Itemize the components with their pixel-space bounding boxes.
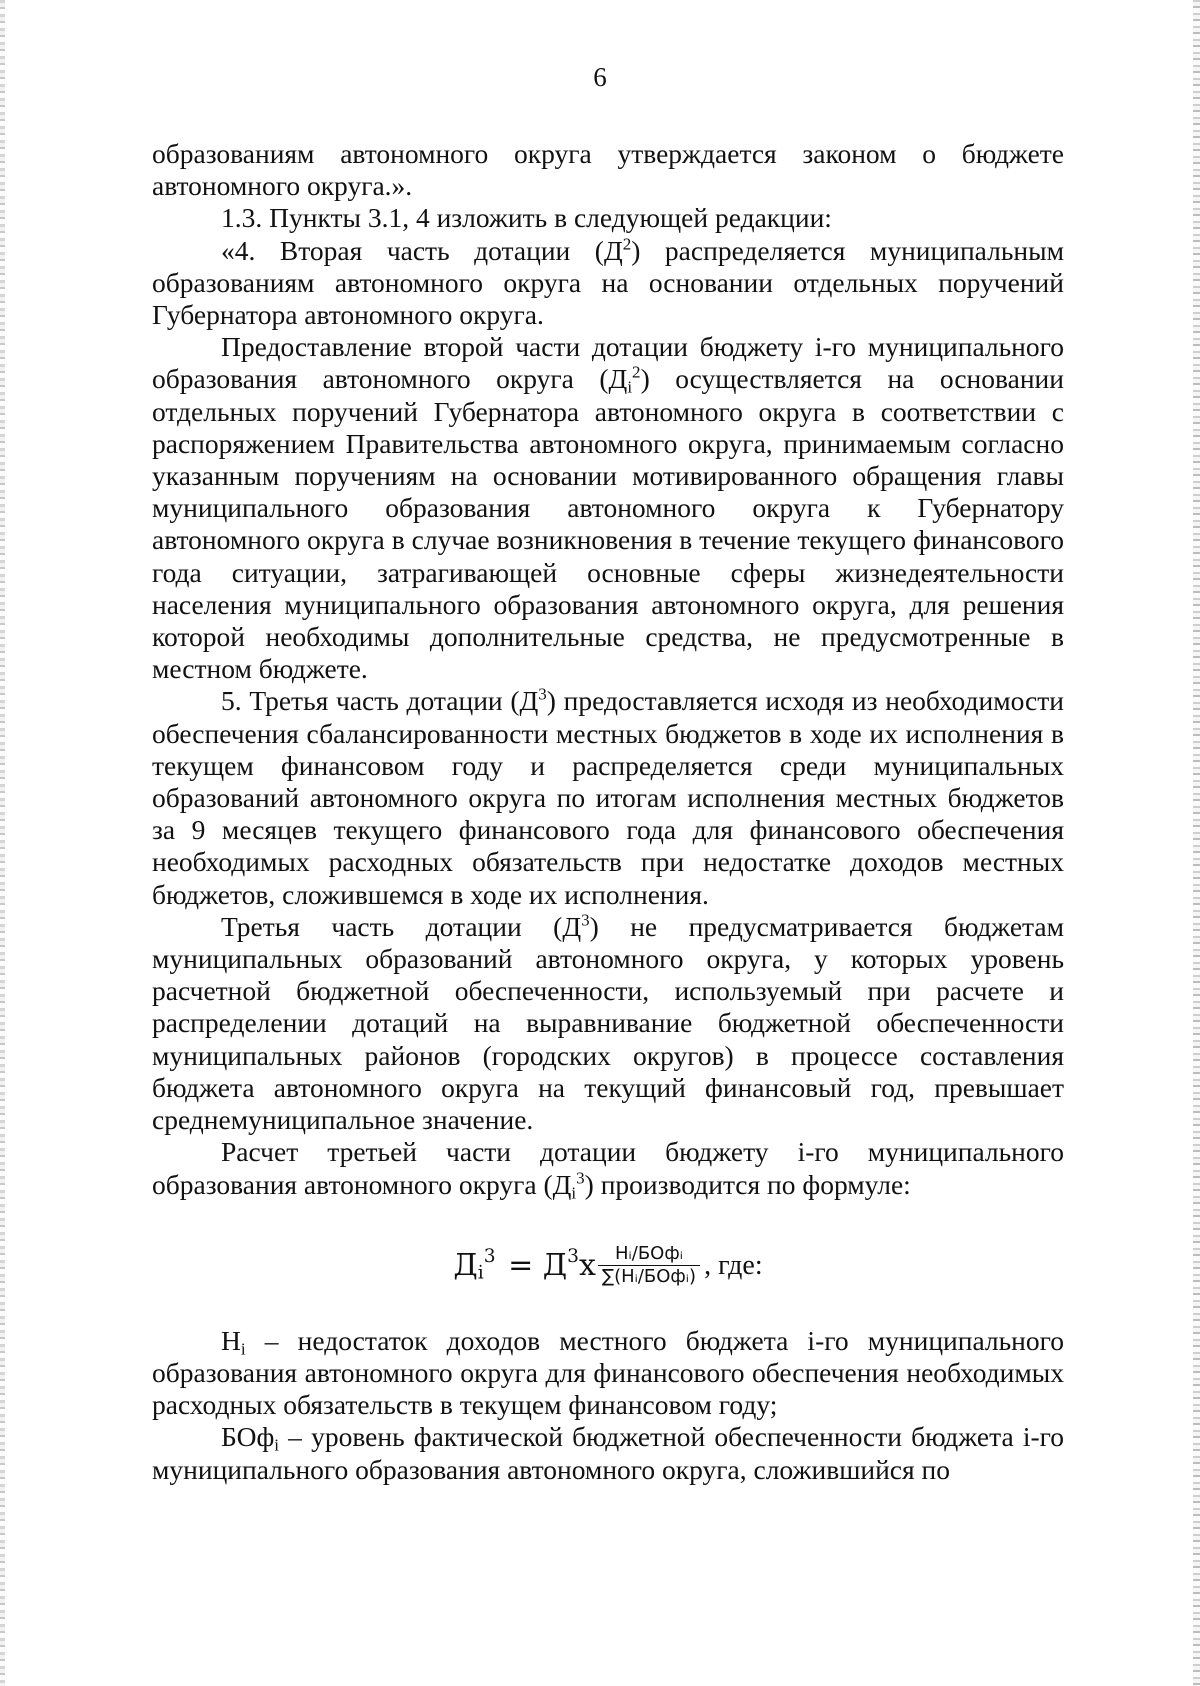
formula-denominator: ∑(Нᵢ/БОфᵢ) (601, 1266, 697, 1288)
definition-ni: $Н_i$ – недостаток доходов местного бюджета i-го муниципального образования автономного округа для финансового обеспечения необходимых расходных обязательств в текущем финансовом году; (152, 1324, 1064, 1421)
document-body (152, 138, 1064, 1486)
formula-fraction (598, 1243, 700, 1289)
paragraph-second-part: Предоставление второй части дотации бюджету i-го муниципального образования автономного округа $(Д_i^2)$ осуществляется на основании отдельных поручений Губернатора автономного округа в соответствии с распоряжением Правительства автономного округа, принимаемым согласно указанным поручениям на основании мотивированного обращения главы муниципального образования автономного округа к Губернатору автономного округа в случае возникновения в течение текущего финансового года ситуации, затрагивающей основные сферы жизнедеятельности населения муниципального образования автономного округа, для решения которой необходимы дополнительные средства, не предусмотренные в местном бюджете. (152, 331, 1064, 685)
paragraph-point-5: 5. Третья часть дотации $(Д^3)$ предоставляется исходя из необходимости обеспечения сбалансированности местных бюджетов в ходе их исполнения в текущем финансовом году и распределяется среди муниципальных образований автономного округа по итогам исполнения местных бюджетов за 9 месяцев текущего финансового года для финансового обеспечения необходимых расходных обязательств при недостатке доходов местных бюджетов, сложившемся в ходе их исполнения. (152, 684, 1064, 910)
scan-edge-right (1193, 0, 1200, 1686)
formula-numerator: Нᵢ/БОфᵢ (615, 1242, 683, 1264)
formula (152, 1221, 1064, 1311)
definition-bofi: БОф$_i$ – уровень фактической бюджетной обеспеченности бюджета i-го муниципального образования автономного округа, сложившийся по (152, 1421, 1064, 1485)
paragraph-third-part-exclusion: Третья часть дотации $(Д^3)$ не предусматривается бюджетам муниципальных образований автономного округа, у которых уровень расчетной бюджетной обеспеченности, используемый при расчете и распределении дотаций на выравнивание бюджетной обеспеченности муниципальных районов (городских округов) в процессе составления бюджета автономного округа на текущий финансовый год, превышает среднемуниципальное значение. (152, 910, 1064, 1136)
scan-edge-left (0, 0, 5, 1686)
paragraph-item-1-3: 1.3. Пункты 3.1, 4 изложить в следующей редакции: (221, 202, 832, 234)
formula-rhs: = $Д^3x$ (498, 1245, 596, 1283)
formula-lhs: $Дi^3$ (453, 1245, 496, 1284)
paragraph-calculation: Расчет третьей части дотации бюджету i-го муниципального образования автономного округа $(Д_i^3)$ производится по формуле: (152, 1136, 1064, 1202)
formula-suffix: , где: (704, 1249, 763, 1281)
paragraph-point-4: «4. Вторая часть дотации $(Д^2)$ распределяется муниципальным образованиям автономного округа на основании отдельных поручений Губернатора автономного округа. (152, 234, 1064, 331)
page-number: 6 (593, 62, 607, 92)
paragraph-continuation: образованиям автономного округа утверждается законом о бюджете автономного округа.». (152, 138, 1064, 202)
